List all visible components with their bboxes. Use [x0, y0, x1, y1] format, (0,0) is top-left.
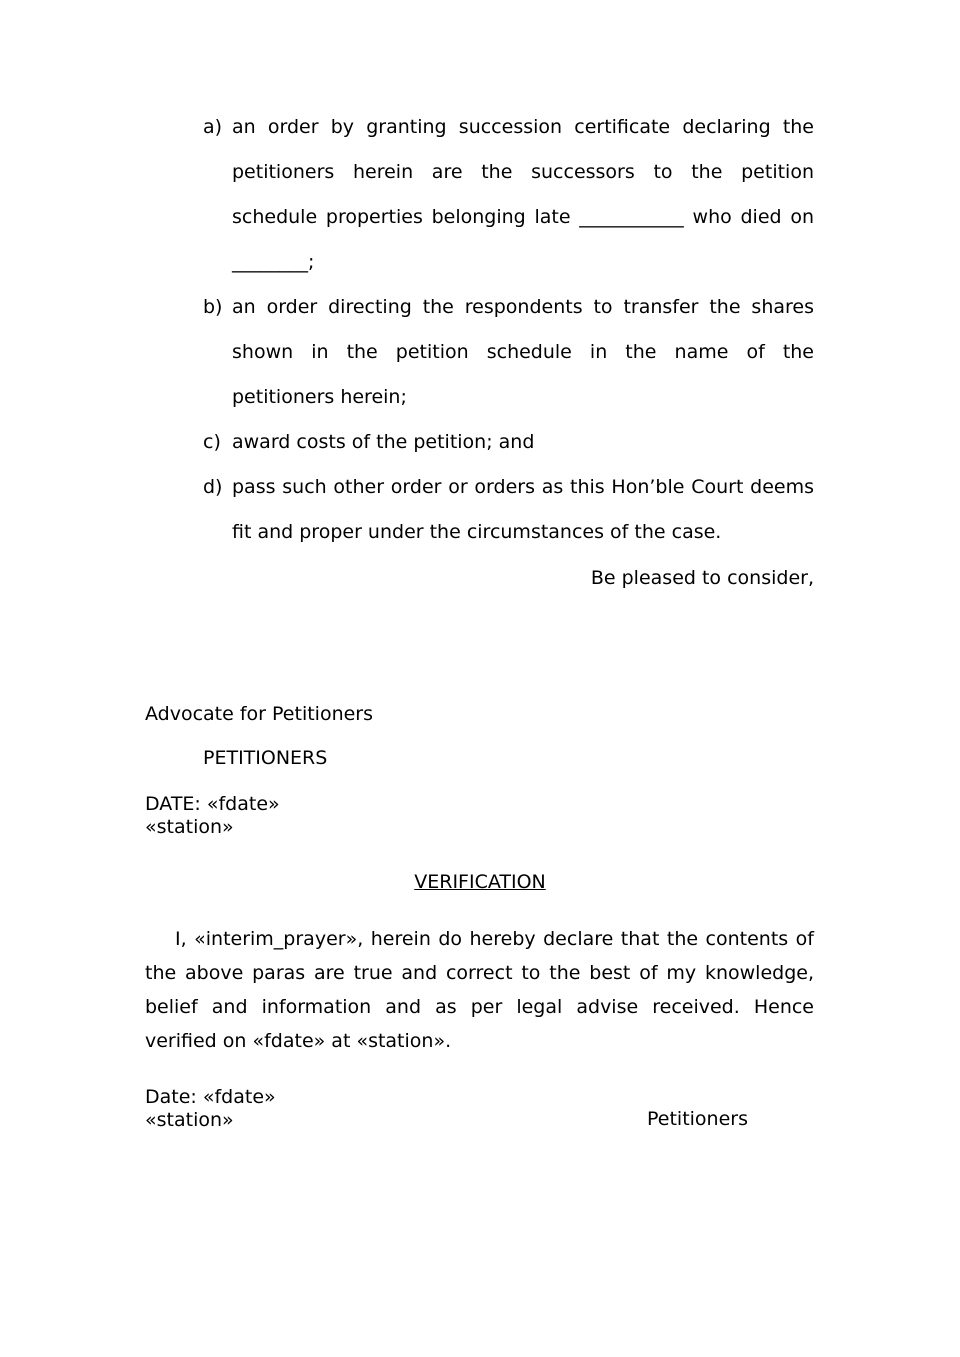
prayer-letter: c) — [203, 431, 221, 453]
date-line: DATE: «fdate» — [145, 793, 280, 815]
prayer-item-b — [203, 285, 814, 420]
verification-title: VERIFICATION — [414, 871, 546, 893]
station-line: «station» — [145, 816, 234, 838]
prayer-text: award costs of the petition; and — [232, 431, 535, 453]
prayer-item-d — [203, 465, 814, 555]
prayer-list — [203, 105, 814, 555]
petitioners-signature-label: PETITIONERS — [203, 747, 328, 769]
prayer-letter: b) — [203, 296, 223, 318]
footer-petitioners-label: Petitioners — [647, 1108, 748, 1130]
prayer-text: an order directing the respondents to transfer the shares shown in the petition schedule in the name of the petitioners herein; — [232, 296, 814, 408]
closing-line: Be pleased to consider, — [590, 567, 814, 589]
prayer-letter: a) — [203, 116, 223, 138]
footer-date-block — [145, 1086, 276, 1132]
footer-date-line: Date: «fdate» — [145, 1086, 276, 1108]
prayer-text: an order by granting succession certificate declaring the petitioners herein are the successors to the petition schedule properties belonging late ___________ who died on ________; — [232, 116, 814, 273]
date-block — [145, 793, 280, 839]
prayer-item-a — [203, 105, 814, 285]
verification-body: I, «interim_prayer», herein do hereby declare that the contents of the above paras are true and correct to the best of my knowledge, belief and information and as per legal advise received. Hence verified on «fdate» at «station». — [145, 928, 814, 1052]
prayer-text: pass such other order or orders as this Hon’ble Court deems fit and proper under the circumstances of the case. — [232, 476, 814, 543]
prayer-item-c — [203, 420, 814, 465]
footer-station-line: «station» — [145, 1109, 234, 1131]
prayer-letter: d) — [203, 476, 223, 498]
advocate-signature-label: Advocate for Petitioners — [145, 703, 374, 725]
